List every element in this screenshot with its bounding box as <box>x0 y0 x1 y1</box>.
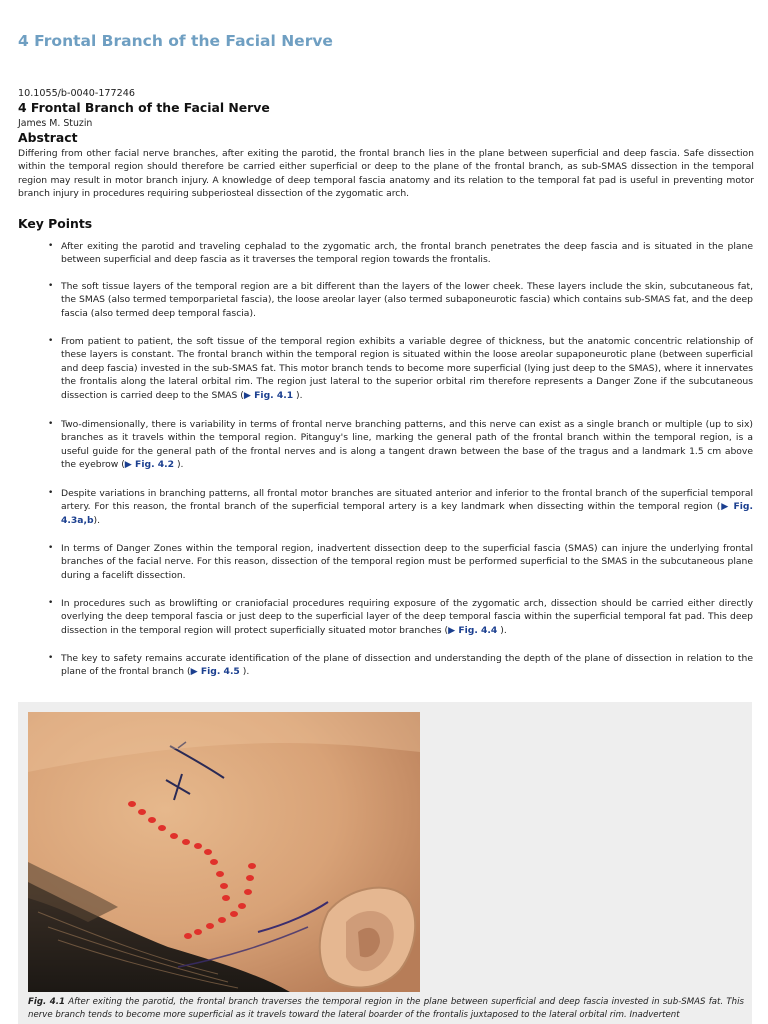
figure-caption <box>28 996 744 1022</box>
figure-4-1 <box>18 702 752 1024</box>
bullet-icon: • <box>48 281 54 291</box>
chapter-title: 4 Frontal Branch of the Facial Nerve <box>18 100 270 115</box>
key-point-text-end: ). <box>497 624 507 636</box>
figure-link-4-1[interactable]: ▶ Fig. 4.1 <box>243 389 294 401</box>
key-point-text: The key to safety remains accurate identification of the plane of dissection and understanding the depth of the plane of dissection in relation to the plane of the frontal branch ( <box>61 653 753 678</box>
key-point-text-end: ). <box>239 666 250 678</box>
key-point-text: In terms of Danger Zones within the temporal region, inadvertent dissection deep to the superficial fascia (SMAS) can injure the underlying frontal branches of the facial nerve. For this reason, dissection of the temporal region must be performed superficial to the SMAS in the subcutaneous plane during a facelift dissection. <box>61 543 753 581</box>
bullet-icon: • <box>48 598 54 608</box>
key-point-text: After exiting the parotid and traveling cephalad to the zygomatic arch, the frontal branch penetrates the deep fascia and is situated in the plane between superficial and deep fascia as it traverses the temporal region towards the frontalis. <box>61 241 753 266</box>
figure-label: Fig. 4.1 <box>28 997 65 1007</box>
key-point-text: In procedures such as browlifting or craniofacial procedures requiring exposure of the zygomatic arch, dissection should be carried either directly overlying the deep temporal fascia or just deep to the superficial layer of the deep temporal fascia within the superficial temporal fat pad. This deep dissection in the temporal region will protect superficially situated motor branches ( <box>61 598 753 636</box>
key-point-item <box>50 418 753 472</box>
key-point-item <box>50 652 753 679</box>
page-header-title: 4 Frontal Branch of the Facial Nerve <box>18 32 333 50</box>
temporal-region-photo <box>28 712 420 992</box>
key-point-text-end: ). <box>93 514 101 526</box>
key-point-text: Despite variations in branching patterns, all frontal motor branches are situated anterior and inferior to the frontal branch of the superficial temporal artery. For this reason, the frontal branch of the superficial temporal artery is a key landmark when dissecting within the temporal region ( <box>61 488 753 513</box>
bullet-icon: • <box>48 653 54 663</box>
bullet-icon: • <box>48 336 54 346</box>
key-point-item <box>50 240 753 267</box>
bullet-icon: • <box>48 419 54 429</box>
bullet-icon: • <box>48 488 54 498</box>
key-point-text-end: ). <box>293 389 303 401</box>
key-point-item <box>50 487 753 527</box>
bullet-icon: • <box>48 543 54 553</box>
abstract-text: Differing from other facial nerve branches, after exiting the parotid, the frontal branch lies in the plane between superficial and deep fascia. Safe dissection within the temporal region should therefore be carried either superficial or deep to the plane of the frontal branch, as sub-SMAS dissection in the temporal region may result in motor branch injury. A knowledge of deep temporal fascia anatomy and its relation to the temporal fat pad is useful in preventing motor branch injury in procedures requiring subperiosteal dissection of the zygomatic arch. <box>18 148 754 200</box>
figure-photo[interactable] <box>28 712 420 992</box>
key-point-text-end: ). <box>174 459 184 471</box>
key-points-heading: Key Points <box>18 216 93 231</box>
figure-link-4-4[interactable]: ▶ Fig. 4.4 <box>448 624 498 636</box>
key-point-text: The soft tissue layers of the temporal region are a bit different than the layers of the lower cheek. These layers include the skin, subcutaneous fat, the SMAS (also termed temporparietal fascia), the loose areolar layer (also termed subaponeurotic fascia) which contains sub-SMAS fat, and the deep fascia (also termed deep temporal fascia). <box>61 281 753 319</box>
figure-link-4-5[interactable]: ▶ Fig. 4.5 <box>190 666 240 678</box>
author-name[interactable]: James M. Stuzin <box>18 118 93 129</box>
figure-link-4-3[interactable]: ▶ Fig. 4.3a,b <box>61 501 753 526</box>
figure-caption-text: After exiting the parotid, the frontal branch traverses the temporal region in the plane between superficial and deep fascia invested in sub-SMAS fat. This nerve branch tends to become more superficial as it travels toward the lateral boarder of the frontalis juxtaposed to the lateral orbital rim. Inadvertent <box>28 997 744 1020</box>
key-point-item <box>50 280 753 320</box>
key-point-text: Two-dimensionally, there is variability in terms of frontal nerve branching patterns, and this nerve can exist as a single branch or multiple (up to six) branches as it travels within the temporal region. Pitanguy's line, marking the general path of the frontal branch within the temporal region, is a useful guide for the general path of the frontal nerves and is along a tangent drawn between the base of the tragus and a landmark 1.5 cm above the eyebrow ( <box>61 419 753 471</box>
key-point-item <box>50 542 753 582</box>
key-point-text: From patient to patient, the soft tissue of the temporal region exhibits a variable degree of thickness, but the anatomic concentric relationship of these layers is constant. The frontal branch within the temporal region is situated within the loose areolar supaponeurotic plane (between superficial and deep fascia) invested in the sub-SMAS fat. This motor branch tends to become more superficial (lying just deep to the SMAS), where it innervates the frontalis along the lateral orbital rim. The region just lateral to the superior orbital rim therefore represents a Danger Zone if the subcutaneous dissection is carried deep to the SMAS ( <box>61 336 753 401</box>
abstract-heading: Abstract <box>18 130 78 145</box>
doi-text[interactable]: 10.1055/b-0040-177246 <box>18 88 135 99</box>
article-meta <box>18 88 754 201</box>
bullet-icon: • <box>48 241 54 251</box>
key-point-item <box>50 597 753 637</box>
figure-link-4-2[interactable]: ▶ Fig. 4.2 <box>124 459 175 471</box>
key-point-item <box>50 335 753 402</box>
